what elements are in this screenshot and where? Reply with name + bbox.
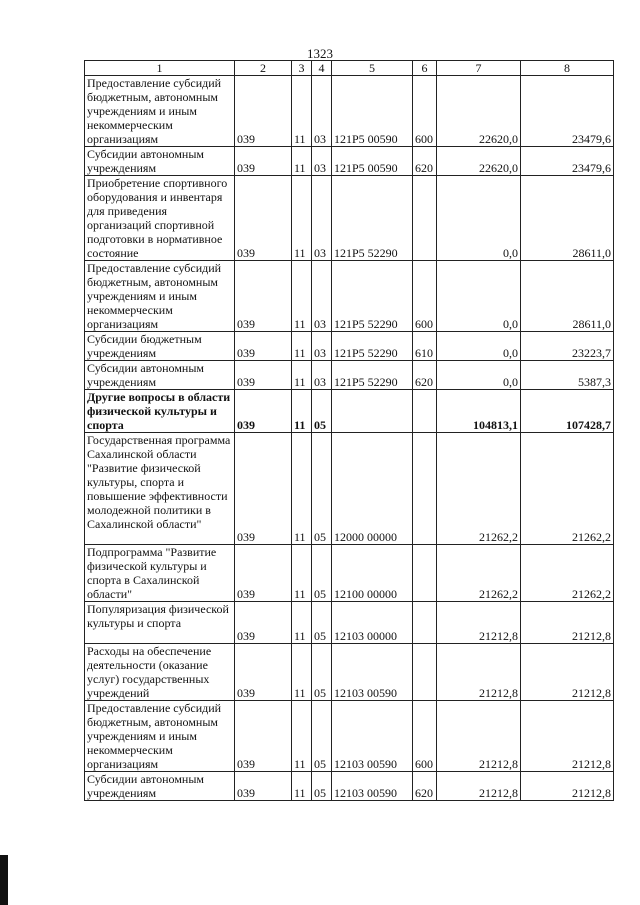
row-amount-year1-cell: 21212,8 — [437, 644, 521, 701]
scan-edge-mark — [0, 855, 8, 905]
row-admin-code-cell: 039 — [235, 390, 292, 433]
table-row — [85, 147, 614, 176]
row-amount-year2-cell: 28611,0 — [521, 176, 614, 261]
row-expense-type-cell: 600 — [413, 76, 437, 147]
row-section-cell: 11 — [292, 644, 312, 701]
row-expense-type-cell — [413, 390, 437, 433]
row-target-article-cell: 12100 00000 — [332, 545, 413, 602]
table-row — [85, 176, 614, 261]
row-target-article-cell: 121P5 52290 — [332, 361, 413, 390]
row-subsection-cell: 05 — [312, 545, 332, 602]
row-target-article-cell: 12103 00590 — [332, 772, 413, 801]
row-name-cell: Субсидии автономным учреждениям — [85, 147, 235, 176]
row-amount-year2-cell: 23479,6 — [521, 147, 614, 176]
row-admin-code-cell: 039 — [235, 361, 292, 390]
row-subsection-cell: 05 — [312, 602, 332, 644]
row-expense-type-cell: 620 — [413, 361, 437, 390]
row-target-article-cell: 12103 00590 — [332, 644, 413, 701]
table-row — [85, 332, 614, 361]
row-admin-code-cell: 039 — [235, 176, 292, 261]
row-amount-year1-cell: 21262,2 — [437, 433, 521, 545]
row-amount-year1-cell: 0,0 — [437, 176, 521, 261]
row-section-cell: 11 — [292, 332, 312, 361]
row-target-article-cell: 121P5 00590 — [332, 76, 413, 147]
row-target-article-cell: 121P5 52290 — [332, 332, 413, 361]
row-amount-year2-cell: 21262,2 — [521, 545, 614, 602]
row-amount-year2-cell: 21262,2 — [521, 433, 614, 545]
row-amount-year2-cell: 21212,8 — [521, 644, 614, 701]
table-body — [85, 76, 614, 801]
row-target-article-cell: 121P5 00590 — [332, 147, 413, 176]
row-amount-year1-cell: 22620,0 — [437, 76, 521, 147]
row-amount-year1-cell: 0,0 — [437, 361, 521, 390]
row-amount-year2-cell: 21212,8 — [521, 701, 614, 772]
row-admin-code-cell: 039 — [235, 644, 292, 701]
table-row — [85, 545, 614, 602]
row-target-article-cell: 121P5 52290 — [332, 176, 413, 261]
row-name-cell: Предоставление субсидий бюджетным, автономным учреждениям и иным некоммерческим организациям — [85, 701, 235, 772]
header-cell: 7 — [437, 61, 521, 76]
row-amount-year1-cell: 104813,1 — [437, 390, 521, 433]
row-admin-code-cell: 039 — [235, 147, 292, 176]
row-admin-code-cell: 039 — [235, 602, 292, 644]
row-section-cell: 11 — [292, 176, 312, 261]
row-amount-year1-cell: 0,0 — [437, 261, 521, 332]
row-subsection-cell: 05 — [312, 701, 332, 772]
row-amount-year1-cell: 21212,8 — [437, 602, 521, 644]
row-amount-year2-cell: 21212,8 — [521, 772, 614, 801]
row-subsection-cell: 03 — [312, 176, 332, 261]
page-number: 1323 — [307, 46, 333, 61]
row-section-cell: 11 — [292, 545, 312, 602]
row-name-cell: Государственная программа Сахалинской области "Развитие физической культуры, спорта и повышение эффективности молодежной политики в Сахалинской области" — [85, 433, 235, 545]
header-cell: 5 — [332, 61, 413, 76]
row-name-cell: Предоставление субсидий бюджетным, автономным учреждениям и иным некоммерческим организациям — [85, 76, 235, 147]
row-section-cell: 11 — [292, 76, 312, 147]
row-amount-year1-cell: 21262,2 — [437, 545, 521, 602]
budget-table — [84, 60, 614, 801]
row-amount-year2-cell: 107428,7 — [521, 390, 614, 433]
row-expense-type-cell — [413, 176, 437, 261]
row-subsection-cell: 03 — [312, 147, 332, 176]
row-target-article-cell — [332, 390, 413, 433]
row-target-article-cell: 121P5 52290 — [332, 261, 413, 332]
row-target-article-cell: 12103 00000 — [332, 602, 413, 644]
row-admin-code-cell: 039 — [235, 433, 292, 545]
table-row — [85, 701, 614, 772]
row-name-cell: Приобретение спортивного оборудования и инвентаря для приведения организаций спортивной подготовки в нормативное состояние — [85, 176, 235, 261]
table-row — [85, 76, 614, 147]
row-section-cell: 11 — [292, 147, 312, 176]
row-amount-year2-cell: 5387,3 — [521, 361, 614, 390]
row-admin-code-cell: 039 — [235, 261, 292, 332]
row-target-article-cell: 12000 00000 — [332, 433, 413, 545]
row-amount-year1-cell: 0,0 — [437, 332, 521, 361]
header-cell: 3 — [292, 61, 312, 76]
table-row — [85, 390, 614, 433]
row-amount-year2-cell: 23479,6 — [521, 76, 614, 147]
row-section-cell: 11 — [292, 361, 312, 390]
row-section-cell: 11 — [292, 390, 312, 433]
row-amount-year1-cell: 21212,8 — [437, 701, 521, 772]
row-target-article-cell: 12103 00590 — [332, 701, 413, 772]
row-name-cell: Популяризация физической культуры и спорта — [85, 602, 235, 644]
row-name-cell: Подпрограмма "Развитие физической культуры и спорта в Сахалинской области" — [85, 545, 235, 602]
row-name-cell: Субсидии автономным учреждениям — [85, 361, 235, 390]
row-admin-code-cell: 039 — [235, 545, 292, 602]
row-admin-code-cell: 039 — [235, 76, 292, 147]
row-name-cell: Предоставление субсидий бюджетным, автономным учреждениям и иным некоммерческим организациям — [85, 261, 235, 332]
row-expense-type-cell: 620 — [413, 772, 437, 801]
row-section-cell: 11 — [292, 261, 312, 332]
row-expense-type-cell: 620 — [413, 147, 437, 176]
row-name-cell: Другие вопросы в области физической культуры и спорта — [85, 390, 235, 433]
row-amount-year1-cell: 21212,8 — [437, 772, 521, 801]
row-subsection-cell: 03 — [312, 261, 332, 332]
header-cell: 2 — [235, 61, 292, 76]
header-cell: 4 — [312, 61, 332, 76]
header-cell: 8 — [521, 61, 614, 76]
row-section-cell: 11 — [292, 433, 312, 545]
table-row — [85, 602, 614, 644]
row-admin-code-cell: 039 — [235, 772, 292, 801]
row-subsection-cell: 03 — [312, 332, 332, 361]
row-section-cell: 11 — [292, 602, 312, 644]
row-name-cell: Расходы на обеспечение деятельности (оказание услуг) государственных учреждений — [85, 644, 235, 701]
row-section-cell: 11 — [292, 701, 312, 772]
row-amount-year2-cell: 28611,0 — [521, 261, 614, 332]
row-expense-type-cell — [413, 545, 437, 602]
table-row — [85, 433, 614, 545]
row-expense-type-cell: 610 — [413, 332, 437, 361]
row-expense-type-cell — [413, 602, 437, 644]
row-amount-year1-cell: 22620,0 — [437, 147, 521, 176]
table-row — [85, 361, 614, 390]
row-subsection-cell: 03 — [312, 76, 332, 147]
row-subsection-cell: 05 — [312, 772, 332, 801]
row-amount-year2-cell: 21212,8 — [521, 602, 614, 644]
row-subsection-cell: 05 — [312, 433, 332, 545]
row-admin-code-cell: 039 — [235, 701, 292, 772]
row-expense-type-cell: 600 — [413, 701, 437, 772]
row-subsection-cell: 05 — [312, 390, 332, 433]
row-subsection-cell: 03 — [312, 361, 332, 390]
row-expense-type-cell — [413, 644, 437, 701]
header-cell: 6 — [413, 61, 437, 76]
row-expense-type-cell — [413, 433, 437, 545]
row-amount-year2-cell: 23223,7 — [521, 332, 614, 361]
table-row — [85, 772, 614, 801]
header-row — [85, 61, 614, 76]
table-row — [85, 644, 614, 701]
table-row — [85, 261, 614, 332]
row-section-cell: 11 — [292, 772, 312, 801]
header-cell: 1 — [85, 61, 235, 76]
row-subsection-cell: 05 — [312, 644, 332, 701]
row-name-cell: Субсидии бюджетным учреждениям — [85, 332, 235, 361]
row-name-cell: Субсидии автономным учреждениям — [85, 772, 235, 801]
row-admin-code-cell: 039 — [235, 332, 292, 361]
row-expense-type-cell: 600 — [413, 261, 437, 332]
